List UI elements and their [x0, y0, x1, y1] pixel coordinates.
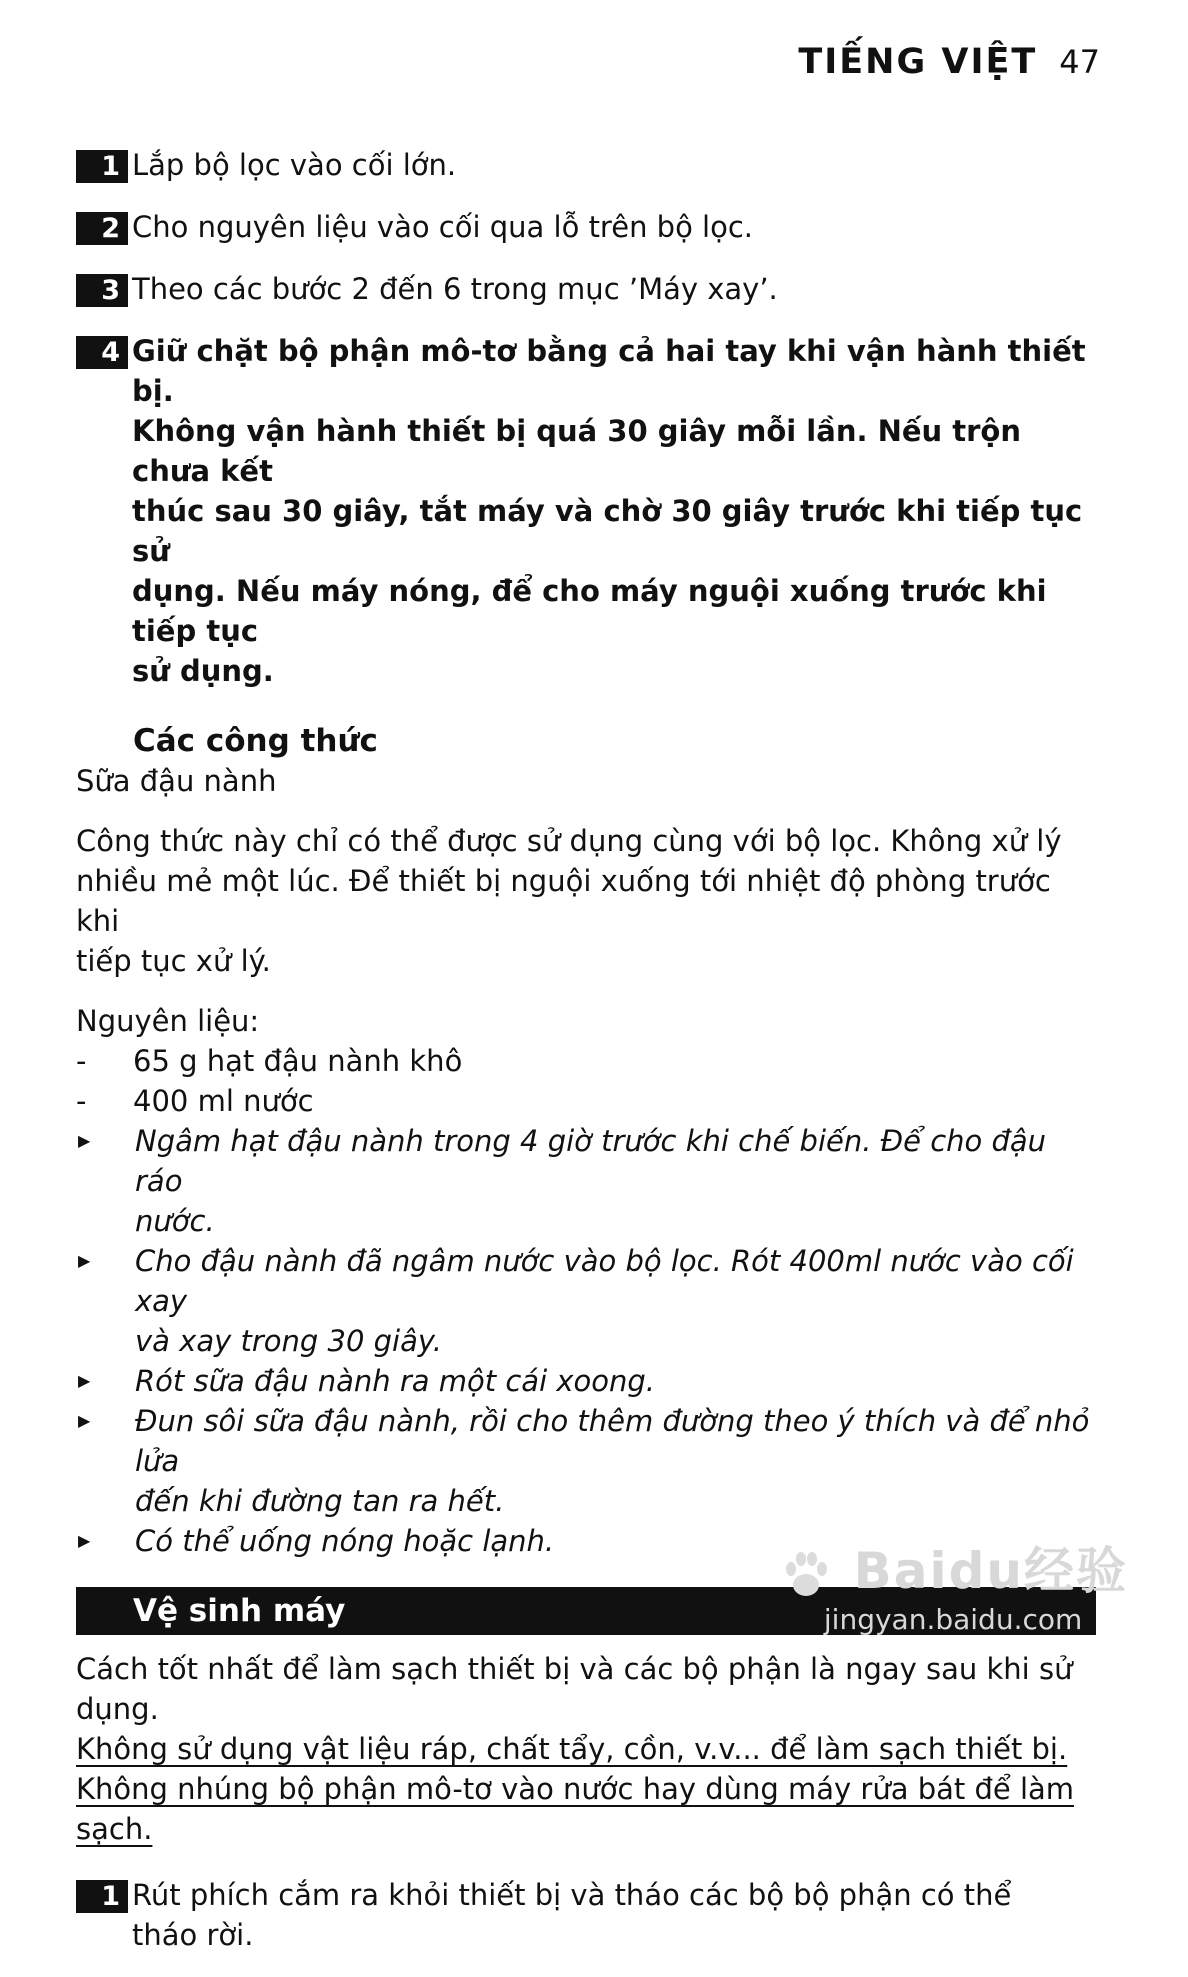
dash-marker: -	[76, 1084, 87, 1118]
step-text	[128, 331, 1096, 691]
arrow-bullet-icon: ▶	[78, 1131, 91, 1150]
step-number: 1	[76, 1880, 128, 1913]
step-3	[76, 269, 1096, 309]
step-text	[128, 269, 1096, 309]
intro-line: Công thức này chỉ có thể được sử dụng cùng với bộ lọc. Không xử lý	[76, 824, 1062, 858]
instruction-line: và xay trong 30 giây.	[135, 1324, 442, 1358]
page-number: 47	[1059, 43, 1100, 81]
step-line: tháo rời.	[132, 1918, 254, 1952]
step-line: Lắp bộ lọc vào cối lớn.	[132, 148, 457, 182]
step-number: 4	[76, 336, 128, 369]
ingredient-text: 400 ml nước	[133, 1084, 314, 1118]
intro-line: nhiều mẻ một lúc. Để thiết bị nguội xuống tới nhiệt độ phòng trước khi	[76, 864, 1051, 938]
baidu-watermark	[778, 1531, 1128, 1636]
instruction-line: đến khi đường tan ra hết.	[135, 1484, 505, 1518]
step-line: dụng. Nếu máy nóng, để cho máy nguội xuống trước khi tiếp tục	[132, 574, 1047, 648]
step-text	[128, 207, 1096, 247]
step-line: Không vận hành thiết bị quá 30 giây mỗi lần. Nếu trộn chưa kết	[132, 414, 1021, 488]
header-language: TIẾNG VIỆT	[798, 42, 1038, 82]
step-number: 2	[76, 212, 128, 245]
instruction-item	[76, 1121, 1096, 1241]
step-line: Giữ chặt bộ phận mô-tơ bằng cả hai tay khi vận hành thiết bị.	[132, 334, 1086, 408]
intro-line: Cách tốt nhất để làm sạch thiết bị và các bộ phận là ngay sau khi sử	[76, 1652, 1073, 1686]
cleaning-section-title: Vệ sinh máy	[76, 1587, 1096, 1635]
cleaning-warning	[76, 1729, 1096, 1849]
instruction-text	[135, 1361, 1096, 1401]
arrow-bullet-icon: ▶	[78, 1531, 91, 1550]
recipe-intro	[76, 821, 1096, 981]
step-line: Theo các bước 2 đến 6 trong mục ’Máy xay’.	[132, 272, 778, 306]
step-number: 3	[76, 274, 128, 307]
step-line: thúc sau 30 giây, tắt máy và chờ 30 giây trước khi tiếp tục sử	[132, 494, 1083, 568]
recipe-subtitle: Sữa đậu nành	[76, 764, 277, 798]
step-4	[76, 331, 1096, 691]
intro-line: tiếp tục xử lý.	[76, 944, 271, 978]
step-line: sử dụng.	[132, 654, 274, 688]
arrow-bullet-icon: ▶	[78, 1251, 91, 1270]
instruction-line: Có thể uống nóng hoặc lạnh.	[135, 1524, 555, 1558]
instruction-line: Ngâm hạt đậu nành trong 4 giờ trước khi chế biến. Để cho đậu ráo	[135, 1124, 1047, 1198]
step-line: Rút phích cắm ra khỏi thiết bị và tháo các bộ bộ phận có thể	[132, 1878, 1012, 1912]
warning-line: Không nhúng bộ phận mô-tơ vào nước hay dùng máy rửa bát để làm	[76, 1772, 1075, 1806]
arrow-bullet-icon: ▶	[78, 1371, 91, 1390]
recipe-list	[76, 1041, 1096, 1561]
page-content	[76, 145, 1096, 1977]
step-text	[128, 1875, 1096, 1955]
instruction-text	[135, 1121, 1096, 1241]
step-line: Cho nguyên liệu vào cối qua lỗ trên bộ lọc.	[132, 210, 753, 244]
ingredients-label: Nguyên liệu:	[76, 1004, 260, 1038]
page-header	[798, 42, 1100, 82]
instruction-item	[76, 1361, 1096, 1401]
instruction-line: Rót sữa đậu nành ra một cái xoong.	[135, 1364, 656, 1398]
dash-marker: -	[76, 1044, 87, 1078]
instruction-line: Cho đậu nành đã ngâm nước vào bộ lọc. Rót 400ml nước vào cối xay	[135, 1244, 1074, 1318]
recipes-heading: Các công thức	[133, 723, 378, 759]
cleaning-step-1	[76, 1875, 1096, 1955]
arrow-bullet-icon: ▶	[78, 1411, 91, 1430]
watermark-sub-text: jingyan.baidu.com	[823, 1603, 1083, 1636]
watermark-logo	[778, 1531, 1128, 1603]
warning-line: Không sử dụng vật liệu ráp, chất tẩy, cồn, v.v... để làm sạch thiết bị.	[76, 1732, 1068, 1766]
instruction-item	[76, 1401, 1096, 1521]
ingredient-item	[76, 1081, 1096, 1121]
instruction-item	[76, 1241, 1096, 1361]
instruction-line: nước.	[135, 1204, 215, 1238]
ingredient-text: 65 g hạt đậu nành khô	[133, 1044, 463, 1078]
step-number: 1	[76, 150, 128, 183]
step-text	[128, 145, 1096, 185]
instruction-text	[135, 1241, 1096, 1361]
instruction-line: Đun sôi sữa đậu nành, rồi cho thêm đường theo ý thích và để nhỏ lửa	[135, 1404, 1090, 1478]
step-1	[76, 145, 1096, 185]
warning-line: sạch.	[76, 1812, 153, 1846]
instruction-text	[135, 1401, 1096, 1521]
paw-icon	[778, 1547, 834, 1603]
intro-line: dụng.	[76, 1692, 159, 1726]
step-2	[76, 207, 1096, 247]
cleaning-intro	[76, 1649, 1096, 1729]
ingredient-item	[76, 1041, 1096, 1081]
watermark-main-text: Baidu经验	[853, 1542, 1128, 1600]
